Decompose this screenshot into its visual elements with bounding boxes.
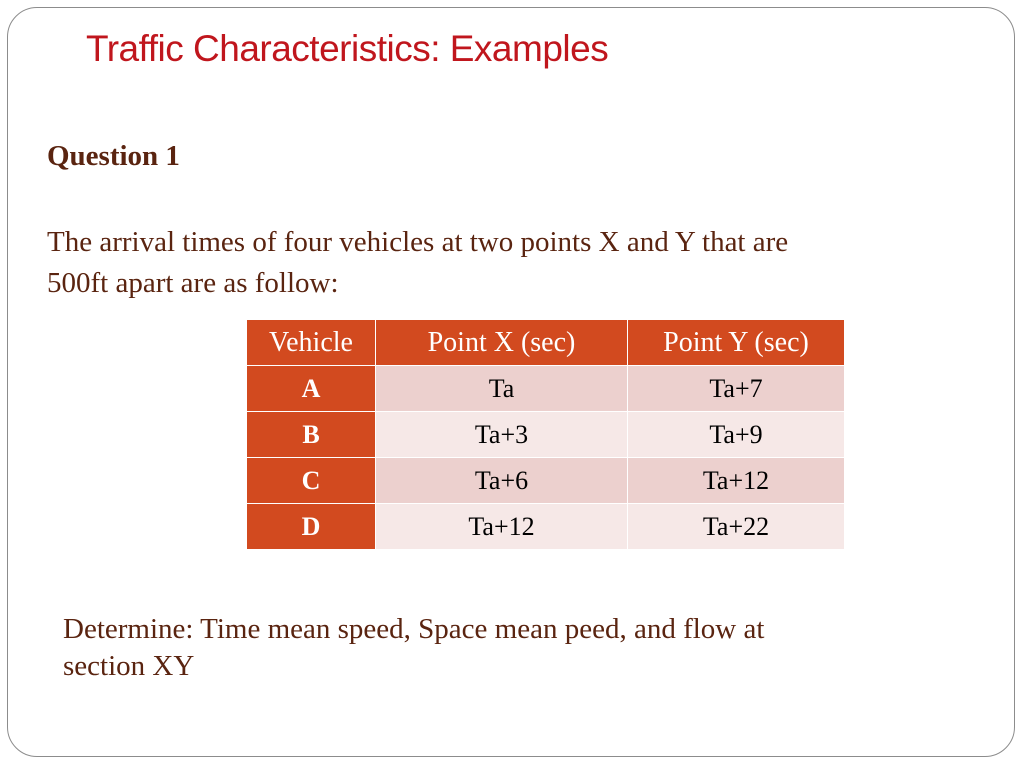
determine-line-2: section XY (63, 650, 195, 682)
table-row (247, 458, 845, 504)
arrival-times-table (246, 319, 845, 550)
table-row (247, 412, 845, 458)
vehicle-cell: B (247, 412, 376, 458)
question-label: Question 1 (47, 140, 180, 172)
header-point-x: Point X (sec) (376, 320, 628, 366)
vehicle-cell: D (247, 504, 376, 550)
problem-statement (47, 222, 947, 304)
point-y-cell: Ta+9 (628, 412, 845, 458)
point-y-cell: Ta+7 (628, 366, 845, 412)
problem-statement-line-1: The arrival times of four vehicles at two points X and Y that are (47, 226, 789, 258)
vehicle-cell: A (247, 366, 376, 412)
point-x-cell: Ta+6 (376, 458, 628, 504)
table-row (247, 366, 845, 412)
slide-title: Traffic Characteristics: Examples (86, 28, 609, 69)
point-y-cell: Ta+22 (628, 504, 845, 550)
point-y-cell: Ta+12 (628, 458, 845, 504)
point-x-cell: Ta (376, 366, 628, 412)
point-x-cell: Ta+12 (376, 504, 628, 550)
determine-line-1: Determine: Time mean speed, Space mean peed, and flow at (63, 613, 765, 645)
table-header-row (247, 320, 845, 366)
point-x-cell: Ta+3 (376, 412, 628, 458)
problem-statement-line-2: 500ft apart are as follow: (47, 267, 339, 299)
header-point-y: Point Y (sec) (628, 320, 845, 366)
table-row (247, 504, 845, 550)
determine-prompt (63, 611, 943, 685)
header-vehicle: Vehicle (247, 320, 376, 366)
vehicle-cell: C (247, 458, 376, 504)
